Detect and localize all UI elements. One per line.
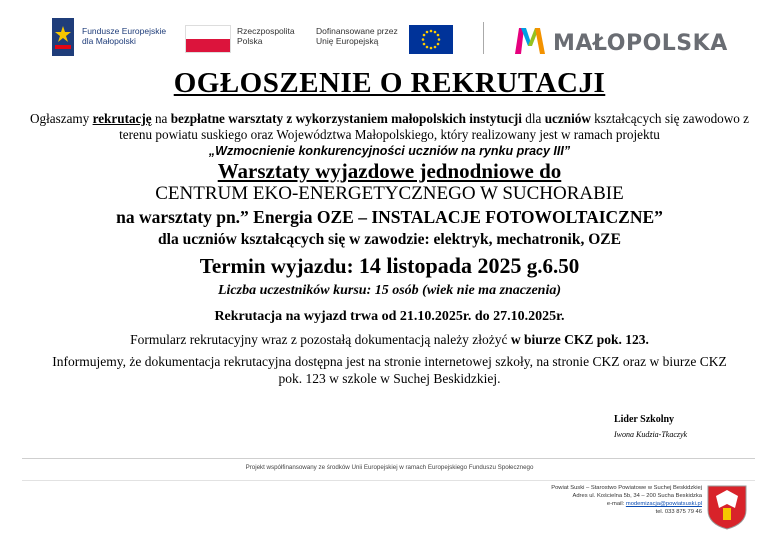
intro-text-3: na: [151, 111, 171, 126]
rp-line1: Rzeczpospolita: [237, 26, 295, 36]
footer-cofinancing-note: Projekt współfinansowany ze środków Unii Europejskiej w ramach Europejskiego Funduszu Społecznego: [245, 464, 534, 471]
rzeczpospolita-logo: [185, 25, 305, 55]
term-label: Termin wyjazdu:: [199, 254, 359, 278]
eu-logo-text: [316, 26, 398, 46]
footer-contact: [520, 484, 702, 516]
contact-phone: tel. 033 875 79 46: [655, 509, 702, 515]
workshop-target-group: dla uczniów kształcących się w zawodzie: elektryk, mechatronik, OZE: [158, 231, 621, 248]
contact-address: Adres ul. Kościelna 5b, 34 – 200 Sucha Beskidzka: [572, 493, 702, 499]
eu-logo: [316, 25, 456, 55]
intro-students: uczniów: [544, 111, 591, 126]
logo-bar: [0, 0, 779, 68]
form-office: w biurze CKZ pok. 123.: [510, 332, 649, 347]
signature-name: Iwona Kudzia-Tkaczyk: [614, 430, 688, 439]
county-crest-icon: [706, 484, 748, 530]
intro-text-5: dla: [521, 111, 545, 126]
contact-office: Powiat Suski – Starostwo Powiatowe w Suchej Beskidzkiej: [551, 485, 702, 491]
departure-term: [0, 251, 779, 281]
rp-line2: Polska: [237, 36, 263, 46]
form-submission: [0, 330, 779, 349]
term-time: g.6.50: [521, 254, 580, 278]
recruitment-period: Rekrutacja na wyjazd trwa od 21.10.2025r. do 27.10.2025r.: [214, 309, 565, 324]
intro-paragraph: [0, 111, 779, 143]
footer-divider: [22, 458, 755, 459]
intro-recruitment: rekrutację: [92, 111, 152, 126]
eu-line1: Dofinansowane przez: [316, 26, 398, 36]
announcement-body: [0, 66, 779, 387]
term-date: 14 listopada 2025: [358, 253, 522, 278]
contact-email-link[interactable]: modemizacja@powiatsuski.pl: [625, 501, 702, 507]
eu-line2: Unię Europejską: [316, 36, 379, 46]
malopolska-logo: [515, 28, 735, 58]
intro-text-1: Ogłaszamy: [29, 111, 93, 126]
intro-text-7: kształcących się zawodowo z terenu powiatu suskiego oraz Województwa Małopolskiego, który realizowany jest w ramach projektu: [119, 111, 750, 142]
fe-star-icon: [52, 18, 74, 56]
fundusze-europejskie-logo: [52, 18, 202, 58]
intro-free-workshops: bezpłatne warsztaty z wykorzystaniem małopolskich instytucji: [170, 111, 522, 126]
participants-count: Liczba uczestników kursu: 15 osób (wiek nie ma znaczenia): [217, 283, 562, 298]
form-text: Formularz rekrutacyjny wraz z pozostałą dokumentacją należy złożyć: [130, 332, 511, 347]
workshop-title: na warsztaty pn.” Energia OZE – INSTALACJE FOTOWOLTAICZNE”: [116, 207, 663, 227]
email-label: e-mail:: [606, 501, 626, 507]
footer-divider-2: [22, 480, 755, 481]
project-name: „Wzmocnienie konkurencyjności uczniów na rynku pracy III”: [208, 144, 571, 158]
signature-block: [584, 414, 704, 441]
malopolska-text: MAŁOPOLSKA: [553, 31, 728, 56]
documentation-info: Informujemy, że dokumentacja rekrutacyjna dostępna jest na stronie internetowej szkoły, na stronie CKZ oraz w biurze CKZ pok. 123 w szkole w Suchej Beskidzkiej.: [52, 354, 727, 386]
workshop-destination: CENTRUM EKO-ENERGETYCZNEGO W SUCHORABIE: [155, 183, 624, 204]
logo-divider: [483, 22, 484, 54]
workshop-heading: Warsztaty wyjazdowe jednodniowe do: [217, 159, 562, 183]
rp-logo-text: [237, 26, 295, 46]
fe-line1: Fundusze Europejskie: [82, 26, 167, 36]
malopolska-m-icon: [515, 28, 545, 54]
polish-flag-icon: [185, 25, 231, 53]
contact-email-line: [520, 500, 702, 508]
signature-label: Lider Szkolny: [613, 414, 675, 425]
eu-flag-icon: [409, 25, 453, 54]
page-title: OGŁOSZENIE O REKRUTACJI: [173, 67, 606, 99]
fe-logo-text: [82, 26, 166, 46]
fe-line2: dla Małopolski: [82, 36, 136, 46]
